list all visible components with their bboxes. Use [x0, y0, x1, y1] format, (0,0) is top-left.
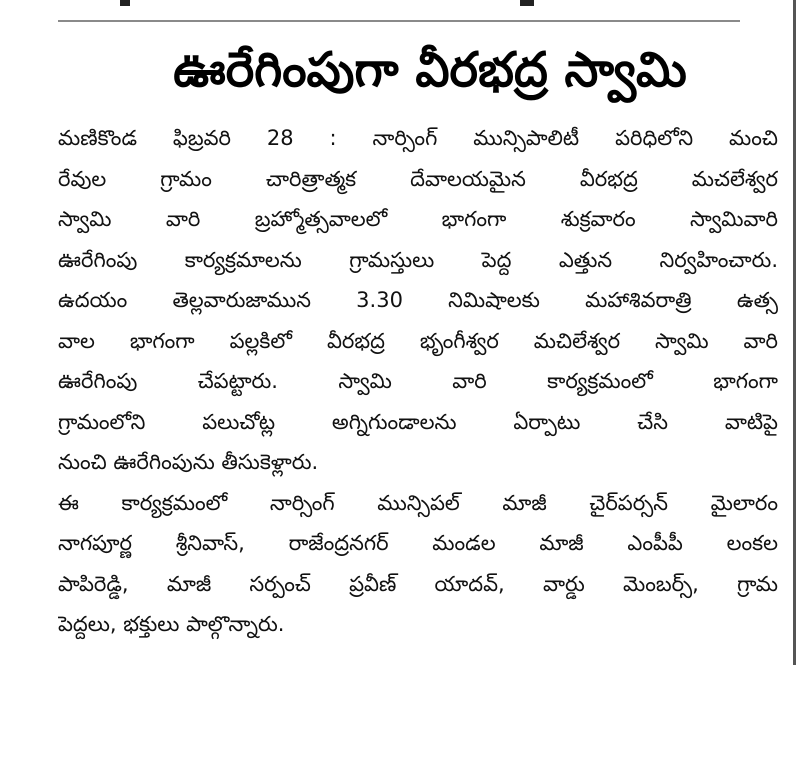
article-headline: ఊరేగింపుగా వీరభద్ర స్వామి	[173, 42, 687, 98]
article-line: రేవుల గ్రామం చారిత్రాత్మక దేవాలయమైన వీరభద్ర మచలేశ్వర	[58, 166, 778, 191]
column-divider	[793, 0, 796, 665]
header-divider	[58, 20, 740, 22]
article-line: మణికొండ ఫిబ్రవరి 28 : నార్సింగ్ మున్సిపాలిటీ పరిధిలోని మంచి	[58, 126, 778, 150]
article-line: పాపిరెడ్డి, మాజీ సర్పంచ్ ప్రవీణ్ యాదవ్, వార్డు మెంబర్స్, గ్రామ	[58, 571, 778, 596]
article-body	[58, 118, 778, 645]
article-line: నుంచి ఊరేగింపును తీసుకెళ్లారు.	[58, 450, 319, 474]
article-line: నాగపూర్ణ శ్రీనివాస్, రాజేంద్రనగర్ మండల మాజీ ఎంపీపీ లంకల	[58, 531, 778, 555]
clipped-text-fragment	[120, 0, 130, 6]
article-line: పెద్దలు, భక్తులు పాల్గొన్నారు.	[58, 612, 285, 636]
clipped-text-fragment	[520, 0, 534, 6]
article-line: ఉదయం తెల్లవారుజామున 3.30 నిమిషాలకు మహాశివరాత్రి ఉత్స	[58, 288, 778, 312]
article-line: స్వామి వారి బ్రహ్మోత్సవాలలో భాగంగా శుక్రవారం స్వామివారి	[58, 207, 778, 231]
article-line: ఊరేగింపు చేపట్టారు. స్వామి వారి కార్యక్రమంలో భాగంగా	[58, 369, 778, 393]
article-line: గ్రామంలోని పలుచోట్ల అగ్నిగుండాలను ఏర్పాటు చేసి వాటిపై	[58, 409, 778, 434]
article-line: ఊరేగింపు కార్యక్రమాలను గ్రామస్తులు పెద్ద ఎత్తున నిర్వహించారు.	[58, 247, 778, 272]
article-line: ఈ కార్యక్రమంలో నార్సింగ్ మున్సిపల్ మాజీ చైర్‌పర్సన్ మైలారం	[58, 490, 778, 515]
article-line: వాల భాగంగా పల్లకిలో వీరభద్ర భృంగీశ్వర మచిలేశ్వర స్వామి వారి	[58, 328, 778, 353]
